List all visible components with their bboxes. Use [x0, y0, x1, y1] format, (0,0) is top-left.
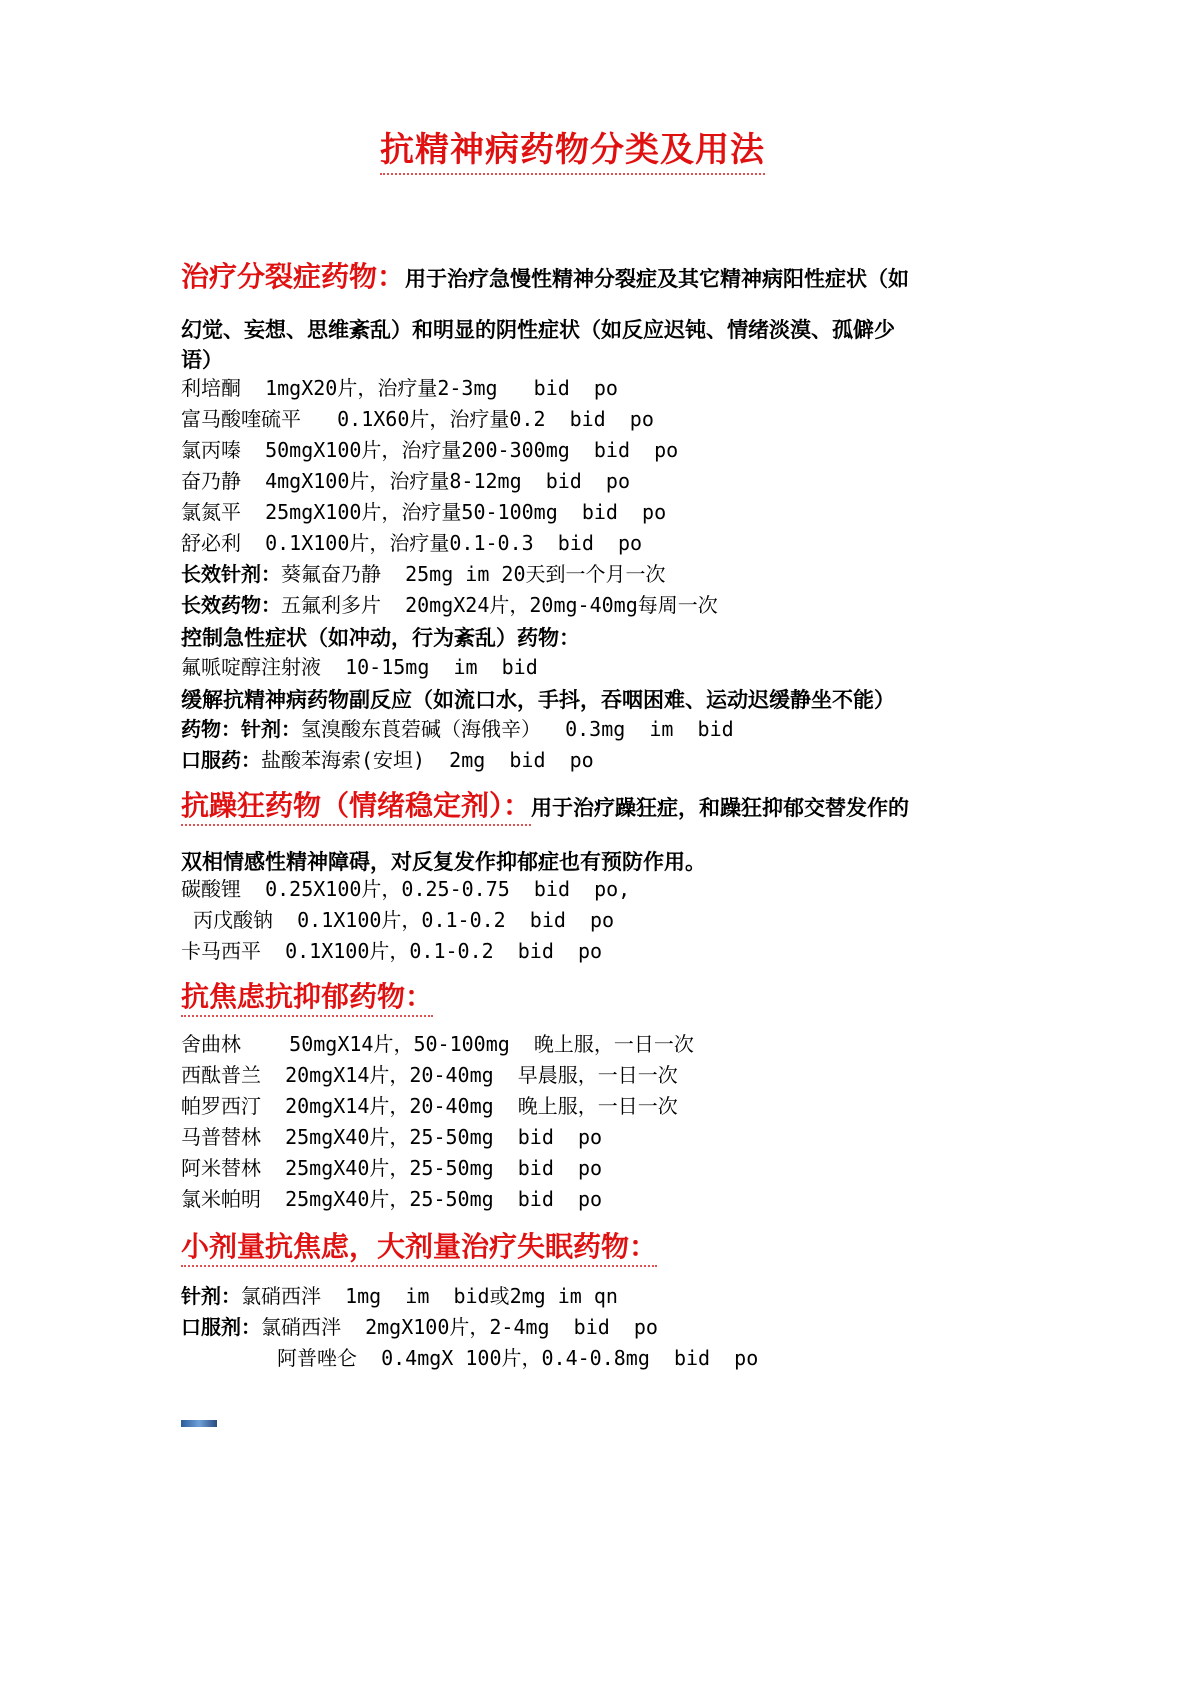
insomnia-oral-line	[181, 1313, 658, 1341]
page-title: 抗精神病药物分类及用法	[380, 122, 765, 175]
section-heading-insomnia	[181, 1225, 657, 1265]
side-effect-oral-line	[181, 746, 594, 774]
side-effect-injection-line	[181, 715, 734, 743]
embedded-image-fragment	[181, 1420, 217, 1427]
schizo-desc-line-3: 语）	[181, 348, 223, 372]
insomnia-oral-text-1: 氯硝西泮 2mgX100片，2-4mg bid po	[261, 1315, 658, 1339]
long-inj-label: 长效针剂：	[181, 562, 281, 586]
drug-line: 帕罗西汀 20mgX14片，20-40mg 晚上服，一日一次	[181, 1094, 678, 1118]
insomnia-heading-text: 小剂量抗焦虑，大剂量治疗失眠药物：	[181, 1230, 657, 1267]
section-heading-mania	[181, 784, 909, 824]
section-heading-anxiety	[181, 975, 433, 1015]
drug-line: 阿米替林 25mgX40片，25-50mg bid po	[181, 1156, 603, 1180]
schizo-heading-text: 治疗分裂症药物：	[181, 260, 406, 293]
insomnia-oral-label: 口服剂：	[181, 1315, 261, 1339]
mania-desc-line-1: 用于治疗躁狂症，和躁狂抑郁交替发作的	[531, 796, 910, 820]
side-inj-text: 氢溴酸东莨菪碱（海俄辛） 0.3mg im bid	[301, 717, 734, 741]
schizo-desc-line-1: 用于治疗急慢性精神分裂症及其它精神病阳性症状（如	[405, 267, 910, 291]
schizo-desc-line-2: 幻觉、妄想、思维紊乱）和明显的阴性症状（如反应迟钝、情绪淡漠、孤僻少	[181, 318, 895, 342]
acute-symptom-label: 控制急性症状（如冲动，行为紊乱）药物：	[181, 626, 580, 650]
drug-line: 氯丙嗪 50mgX100片，治疗量200-300mg bid po	[181, 438, 679, 462]
side-inj-label: 药物：针剂：	[181, 717, 301, 741]
drug-line: 氯米帕明 25mgX40片，25-50mg bid po	[181, 1187, 603, 1211]
long-acting-injection-line	[181, 560, 666, 588]
drug-line: 利培酮 1mgX20片，治疗量2-3mg bid po	[181, 376, 618, 400]
side-oral-label: 口服药：	[181, 748, 261, 772]
insomnia-inj-text: 氯硝西泮 1mg im bid或2mg im qn	[241, 1284, 618, 1308]
section-heading-schizo	[181, 255, 909, 295]
insomnia-oral-line-2: 阿普唑仑 0.4mgX 100片，0.4-0.8mg bid po	[277, 1346, 759, 1370]
long-oral-text: 五氟利多片 20mgX24片，20mg-40mg每周一次	[281, 593, 718, 617]
long-acting-oral-line	[181, 591, 718, 619]
acute-drug-line: 氟哌啶醇注射液 10-15mg im bid	[181, 655, 538, 679]
drug-line: 碳酸锂 0.25X100片，0.25-0.75 bid po,	[181, 877, 631, 901]
long-oral-label: 长效药物：	[181, 593, 281, 617]
drug-line: 舍曲林 50mgX14片，50-100mg 晚上服，一日一次	[181, 1032, 694, 1056]
drug-line: 马普替林 25mgX40片，25-50mg bid po	[181, 1125, 603, 1149]
insomnia-inj-label: 针剂：	[181, 1284, 241, 1308]
side-oral-text: 盐酸苯海索(安坦) 2mg bid po	[261, 748, 594, 772]
drug-line: 富马酸喹硫平 0.1X60片，治疗量0.2 bid po	[181, 407, 654, 431]
mania-heading-text: 抗躁狂药物（情绪稳定剂）：	[181, 789, 531, 826]
mania-desc-line-2: 双相情感性精神障碍，对反复发作抑郁症也有预防作用。	[181, 850, 706, 874]
side-effect-label: 缓解抗精神病药物副反应（如流口水，手抖，吞咽困难、运动迟缓静坐不能）	[181, 688, 895, 712]
anxiety-heading-text: 抗焦虑抗抑郁药物：	[181, 980, 433, 1017]
drug-line: 西酞普兰 20mgX14片，20-40mg 早晨服，一日一次	[181, 1063, 678, 1087]
insomnia-injection-line	[181, 1282, 618, 1310]
drug-line: 卡马西平 0.1X100片，0.1-0.2 bid po	[181, 939, 603, 963]
drug-line: 奋乃静 4mgX100片，治疗量8-12mg bid po	[181, 469, 630, 493]
drug-line: 氯氮平 25mgX100片，治疗量50-100mg bid po	[181, 500, 667, 524]
drug-line: 舒必利 0.1X100片，治疗量0.1-0.3 bid po	[181, 531, 643, 555]
drug-line: 丙戊酸钠 0.1X100片，0.1-0.2 bid po	[181, 908, 615, 932]
long-inj-text: 葵氟奋乃静 25mg im 20天到一个月一次	[281, 562, 666, 586]
